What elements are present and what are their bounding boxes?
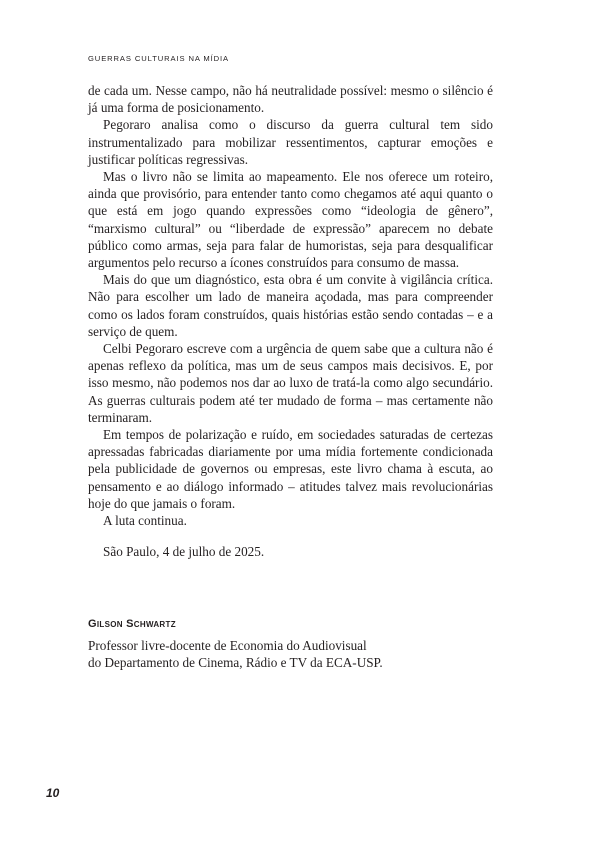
paragraph: Celbi Pegoraro escreve com a urgência de quem sabe que a cultura não é apenas reflexo da política, mas um de seus campos mais decisivos. E, por isso mesmo, não podemos nos dar ao luxo de tratá-la como algo secundário. As guerras culturais podem até ter mudado de forma – mas certamente não terminaram. xyxy=(88,341,493,425)
body-text xyxy=(88,82,493,529)
paragraph: Pegoraro analisa como o discurso da guerra cultural tem sido instrumentalizado para mobilizar ressentimentos, capturar emoções e justificar políticas regressivas. xyxy=(88,117,493,167)
page-number: 10 xyxy=(46,786,60,800)
author-bio-line: Professor livre-docente de Economia do Audiovisual xyxy=(88,638,367,653)
paragraph: Em tempos de polarização e ruído, em sociedades saturadas de certezas apressadas fabricadas diariamente por uma mídia fortemente condicionada pela publicidade de governos ou empresas, este livro chama à escuta, ao pensamento e ao diálogo informado – atitudes talvez mais revolucionárias hoje do que jamais o foram. xyxy=(88,427,493,511)
author-name: Gilson Schwartz xyxy=(88,618,176,630)
running-head: GUERRAS CULTURAIS NA MÍDIA xyxy=(88,54,229,63)
paragraph: Mas o livro não se limita ao mapeamento. Ele nos oferece um roteiro, ainda que provisório, para entender tanto como chegamos até aqui quanto o que está em jogo quando expressões como “ideologia de gênero”, “marxismo cultural” ou “liberdade de expressão” aparecem no debate público como armas, seja para falar de humoristas, seja para desqualificar argumentos pelo recurso a ícones construídos para consumo de massa. xyxy=(88,169,493,271)
closing-paragraph: A luta continua. xyxy=(103,513,187,529)
date-line: São Paulo, 4 de julho de 2025. xyxy=(103,544,265,559)
paragraph: Mais do que um diagnóstico, esta obra é um convite à vigilância crítica. Não para escolher um lado de maneira açodada, mas para compreender como os lados foram construídos, quais histórias estão sendo contadas – e a serviço de quem. xyxy=(88,272,493,339)
author-bio-line: do Departamento de Cinema, Rádio e TV da ECA-USP. xyxy=(88,655,383,671)
author-bio xyxy=(88,637,383,671)
paragraph: de cada um. Nesse campo, não há neutralidade possível: mesmo o silêncio é já uma forma de posicionamento. xyxy=(88,83,493,116)
